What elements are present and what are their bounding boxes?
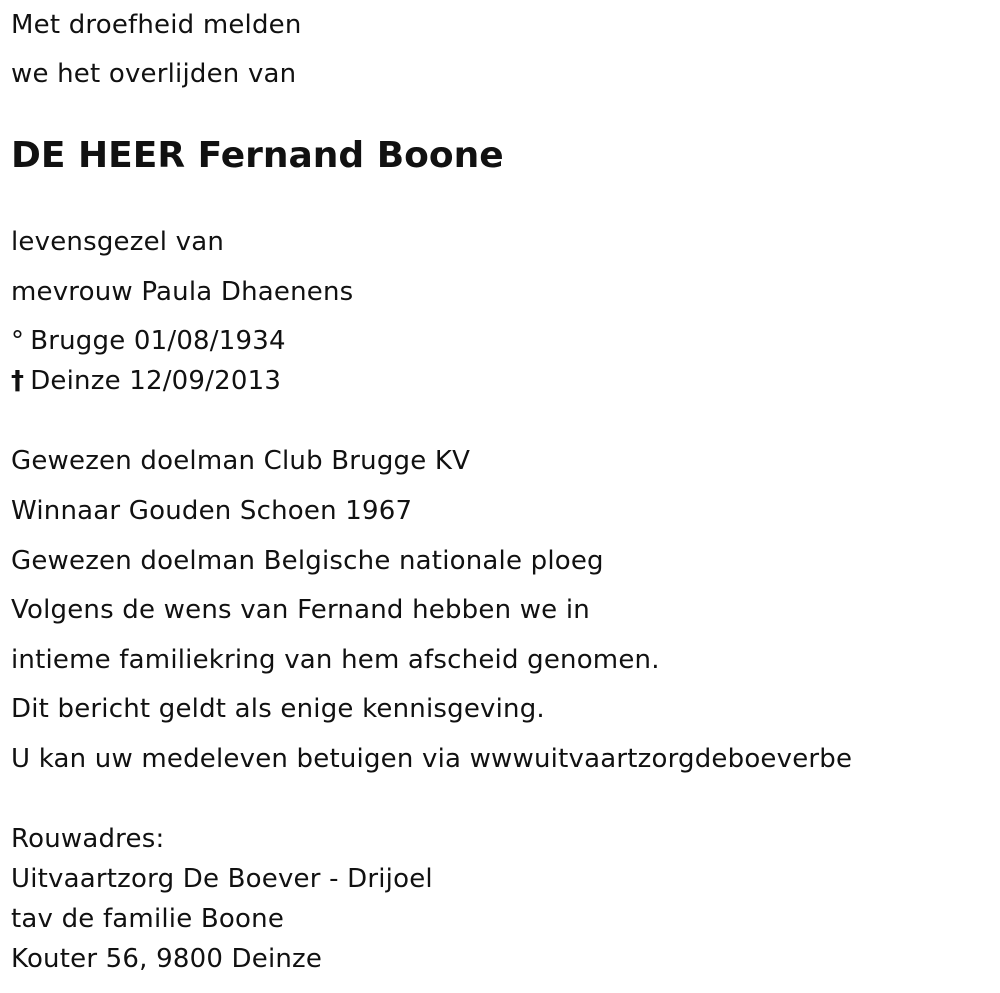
cross-icon: † <box>11 366 25 396</box>
body-line-7: U kan uw medeleven betuigen via wwwuitvaartzorgdeboeverbe <box>11 744 853 774</box>
partner-line-1: levensgezel van <box>11 227 225 257</box>
birth-line <box>11 325 286 357</box>
birth-text: Brugge 01/08/1934 <box>30 326 286 356</box>
intro-line-1: Met droefheid melden <box>11 10 302 40</box>
partner-line-2: mevrouw Paula Dhaenens <box>11 277 354 307</box>
death-line <box>11 365 281 397</box>
body-line-5: intieme familiekring van hem afscheid genomen. <box>11 645 660 675</box>
deceased-name: DE HEER Fernand Boone <box>11 135 504 176</box>
body-line-6: Dit bericht geldt als enige kennisgeving. <box>11 694 545 724</box>
body-line-2: Winnaar Gouden Schoen 1967 <box>11 496 413 526</box>
birth-symbol: ° <box>11 326 25 356</box>
address-line-2: tav de familie Boone <box>11 904 285 934</box>
address-line-1: Uitvaartzorg De Boever - Drijoel <box>11 864 433 894</box>
intro-line-2: we het overlijden van <box>11 59 297 89</box>
death-text: Deinze 12/09/2013 <box>30 366 282 396</box>
body-line-4: Volgens de wens van Fernand hebben we in <box>11 595 590 625</box>
body-line-1: Gewezen doelman Club Brugge KV <box>11 446 471 476</box>
address-line-3: Kouter 56, 9800 Deinze <box>11 944 323 974</box>
body-line-3: Gewezen doelman Belgische nationale ploeg <box>11 546 604 576</box>
address-label: Rouwadres: <box>11 824 165 854</box>
